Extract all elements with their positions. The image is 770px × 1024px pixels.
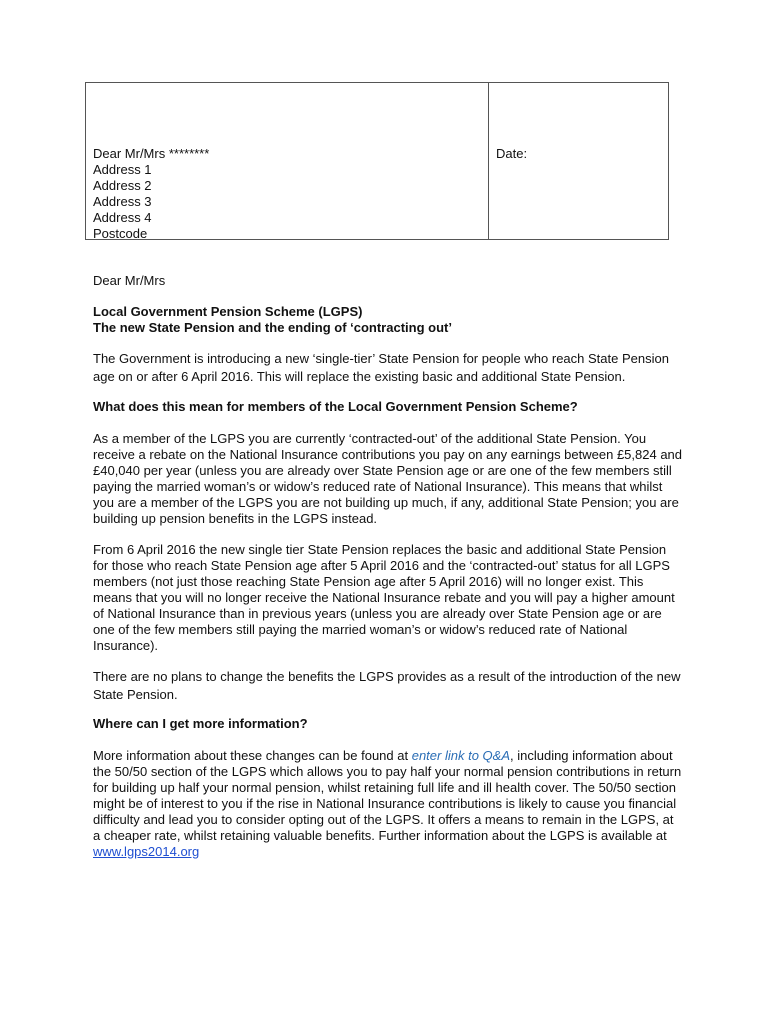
subject-line-1: Local Government Pension Scheme (LGPS)	[93, 304, 363, 319]
salutation: Dear Mr/Mrs	[93, 273, 166, 288]
address-line-4: Address 4	[93, 210, 152, 225]
address-line-1: Address 1	[93, 162, 152, 177]
recipient-address	[86, 83, 489, 239]
address-box	[85, 82, 669, 240]
section-heading-more-info: Where can I get more information?	[93, 716, 308, 731]
section-heading-members: What does this mean for members of the Local Government Pension Scheme?	[93, 399, 578, 414]
address-postcode: Postcode	[93, 226, 148, 241]
address-line-3: Address 3	[93, 194, 152, 209]
paragraph-contracted-out: As a member of the LGPS you are currently ‘contracted-out’ of the additional State Pension. You receive a rebate on the National Insurance contributions you pay on any earnings between £5,824 and £40,040 per year (unless you are already over State Pension age or are one of the few members still paying the married woman’s or widow’s reduced rate of National Insurance). This means that whilst you are a member of the LGPS you are not building up much, if any, additional State Pension; you are building up pension benefits in the LGPS instead.	[93, 431, 683, 526]
lgps-website-link[interactable]: www.lgps2014.org	[93, 844, 200, 859]
qa-link[interactable]: enter link to Q&A	[411, 748, 510, 763]
more-info-text-end: , including information about the 50/50 section of the LGPS which allows you to pay half your normal pension contributions in return for building up half your normal pension, whilst retaining full life and ill health cover. The 50/50 section might be of interest to you if the rise in National Insurance contributions is likely to cause you financial difficulty and lead you to consider opting out of the LGPS. It offers a means to remain in the LGPS, at a cheaper rate, whilst retaining valuable benefits. Further information about the LGPS is available at	[93, 748, 682, 843]
subject-line-2: The new State Pension and the ending of ‘contracting out’	[93, 320, 452, 335]
address-line-name: Dear Mr/Mrs ********	[93, 146, 210, 161]
date-label: Date:	[496, 146, 528, 161]
paragraph-more-info	[93, 748, 683, 860]
paragraph-no-plans: There are no plans to change the benefits the LGPS provides as a result of the introduction of the new State Pension.	[93, 669, 681, 702]
date-cell	[489, 83, 668, 239]
letter-body	[93, 273, 683, 860]
more-info-text-start: More information about these changes can be found at	[93, 748, 412, 763]
paragraph-from-april-2016: From 6 April 2016 the new single tier State Pension replaces the basic and additional State Pension for those who reach State Pension age after 5 April 2016 and the ‘contracted-out’ status for all LGPS members (not just those reaching State Pension age after 5 April 2016) will no longer exist. This means that you will no longer receive the National Insurance rebate and you will pay a higher amount of National Insurance than in previous years (unless you are already over State Pension age or are one of the few members still paying the married woman’s or widow’s reduced rate of National Insurance).	[93, 542, 675, 653]
address-line-2: Address 2	[93, 178, 152, 193]
intro-paragraph: The Government is introducing a new ‘single-tier’ State Pension for people who reach State Pension age on or after 6 April 2016. This will replace the existing basic and additional State Pension.	[93, 351, 669, 384]
